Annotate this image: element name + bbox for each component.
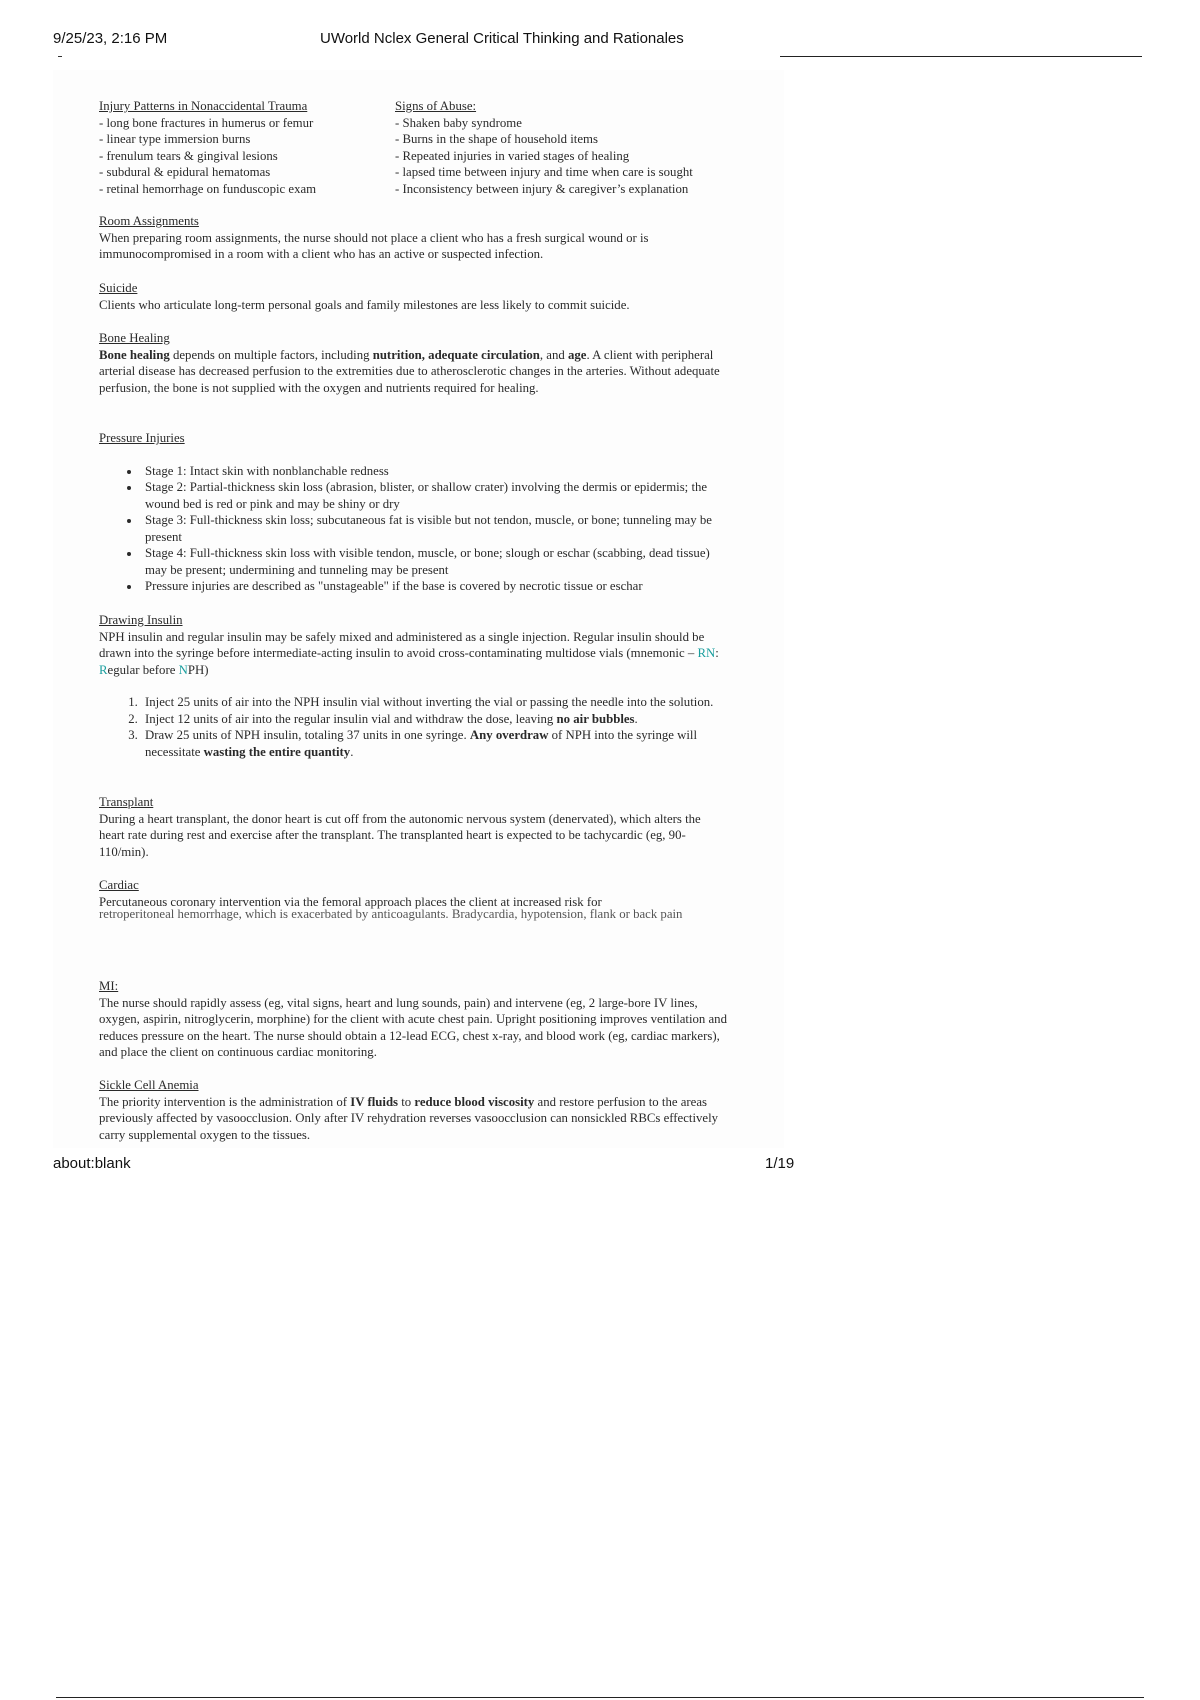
transplant-text: During a heart transplant, the donor heart is cut off from the autonomic nervous system (denervated), which alters the heart rate during rest and exercise after the transplant. The transplanted heart is expected to be tachycardic (eg, 90-110/min).: [99, 811, 701, 859]
suicide-text: Clients who articulate long-term personal goals and family milestones are less likely to commit suicide.: [99, 297, 630, 312]
list-item: 2. Inject 12 units of air into the regular insulin vial and withdraw the dose, leaving no air bubbles.: [141, 711, 729, 728]
cardiac-title: Cardiac: [99, 878, 139, 892]
sickle-cell-text: The priority intervention is the administration of IV fluids to reduce blood viscosity and restore perfusion to the areas previously affected by vasoocclusion. Only after IV rehydration reverses vasoocclusion can nonsickled RBCs effectively carry supplemental oxygen to the tissues.: [99, 1094, 719, 1142]
pressure-injuries: [99, 430, 729, 595]
signs-of-abuse: [395, 98, 693, 197]
abuse-item: - Inconsistency between injury & caregiver’s explanation: [395, 181, 689, 196]
injury-item: - linear type immersion burns: [99, 132, 251, 146]
list-item: • Stage 1: Intact skin with nonblanchable redness: [141, 463, 729, 480]
insulin-steps: [99, 694, 729, 760]
abuse-item: - Repeated injuries in varied stages of healing: [395, 148, 630, 163]
cardiac-cut-line: retroperitoneal hemorrhage, which is exacerbated by anticoagulants. Bradycardia, hypotension, flank or back pain: [99, 907, 683, 921]
injury-patterns-title: Injury Patterns in Nonaccidental Trauma: [99, 99, 308, 113]
drawing-insulin: [99, 612, 729, 760]
print-url: about:blank: [53, 1155, 131, 1172]
drawing-insulin-title: Drawing Insulin: [99, 613, 183, 627]
injury-patterns: [99, 98, 316, 197]
mi-text: The nurse should rapidly assess (eg, vital signs, heart and lung sounds, pain) and intervene (eg, 2 large-bore IV lines, oxygen, aspirin, nitroglycerin, morphine) for the client with acute chest pain. Upright positioning improves ventilation and reduces pressure on the heart. The nurse should obtain a 12-lead ECG, chest x-ray, and blood work (eg, cardiac markers), and place the client on continuous cardiac monitoring.: [99, 995, 727, 1059]
footer-rule: [56, 1697, 1144, 1698]
injury-item: - retinal hemorrhage on funduscopic exam: [99, 181, 317, 196]
list-item: • Pressure injuries are described as "unstageable" if the base is covered by necrotic tissue or eschar: [141, 578, 729, 595]
mi: [99, 978, 729, 1061]
header-mark: [58, 56, 62, 57]
transplant-title: Transplant: [99, 795, 154, 809]
transplant: [99, 794, 729, 860]
list-item: • Stage 3: Full-thickness skin loss; subcutaneous fat is visible but not tendon, muscle, or bone; tunneling may be present: [141, 512, 729, 545]
pressure-stage-list: [99, 463, 729, 595]
room-assignments-text: When preparing room assignments, the nurse should not place a client who has a fresh surgical wound or is immunocompromised in a room with a client who has an active or suspected infection.: [99, 230, 649, 261]
print-title: UWorld Nclex General Critical Thinking and Rationales: [320, 30, 684, 47]
abuse-item: - Shaken baby syndrome: [395, 115, 522, 130]
abuse-item: - Burns in the shape of household items: [395, 132, 598, 146]
room-assignments: [99, 213, 729, 263]
signs-of-abuse-title: Signs of Abuse:: [395, 99, 477, 113]
bone-healing-text: Bone healing depends on multiple factors, including nutrition, adequate circulation, and age. A client with peripheral arterial disease has decreased perfusion to the extremities due to atherosclerotic changes in the arteries. Without adequate perfusion, the bone is not supplied with the oxygen and nutrients required for healing.: [99, 347, 720, 395]
pressure-injuries-title: Pressure Injuries: [99, 431, 185, 445]
injury-item: - long bone fractures in humerus or femur: [99, 115, 314, 130]
list-item: • Stage 4: Full-thickness skin loss with visible tendon, muscle, or bone; slough or eschar (scabbing, dead tissue) may be present; undermining and tunneling may be present: [141, 545, 729, 578]
sickle-cell-title: Sickle Cell Anemia: [99, 1078, 199, 1092]
print-date: 9/25/23, 2:16 PM: [53, 30, 168, 47]
header-rule: [780, 56, 1142, 57]
bone-healing-title: Bone Healing: [99, 331, 170, 345]
suicide: [99, 280, 729, 313]
list-item: 3. Draw 25 units of NPH insulin, totaling 37 units in one syringe. Any overdraw of NPH into the syringe will necessitate wasting the entire quantity.: [141, 727, 729, 760]
list-item: 1. Inject 25 units of air into the NPH insulin vial without inverting the vial or passing the needle into the solution.: [141, 694, 729, 711]
cardiac-text: Percutaneous coronary intervention via the femoral approach places the client at increased risk for: [99, 894, 602, 909]
drawing-insulin-text: NPH insulin and regular insulin may be safely mixed and administered as a single injection. Regular insulin should be drawn into the syringe before intermediate-acting insulin to avoid cross-contaminating multidose vials (mnemonic – RN: Regular before NPH): [99, 629, 719, 677]
room-assignments-title: Room Assignments: [99, 214, 199, 228]
mi-title: MI:: [99, 979, 119, 993]
page-number: 1/19: [765, 1155, 795, 1172]
list-item: • Stage 2: Partial-thickness skin loss (abrasion, blister, or shallow crater) involving the dermis or epidermis; the wound bed is red or pink and may be shiny or dry: [141, 479, 729, 512]
injury-item: - frenulum tears & gingival lesions: [99, 148, 278, 163]
bone-healing: [99, 330, 729, 396]
sickle-cell: [99, 1077, 729, 1143]
suicide-title: Suicide: [99, 281, 138, 295]
abuse-item: - lapsed time between injury and time when care is sought: [395, 165, 693, 179]
injury-item: - subdural & epidural hematomas: [99, 165, 271, 179]
